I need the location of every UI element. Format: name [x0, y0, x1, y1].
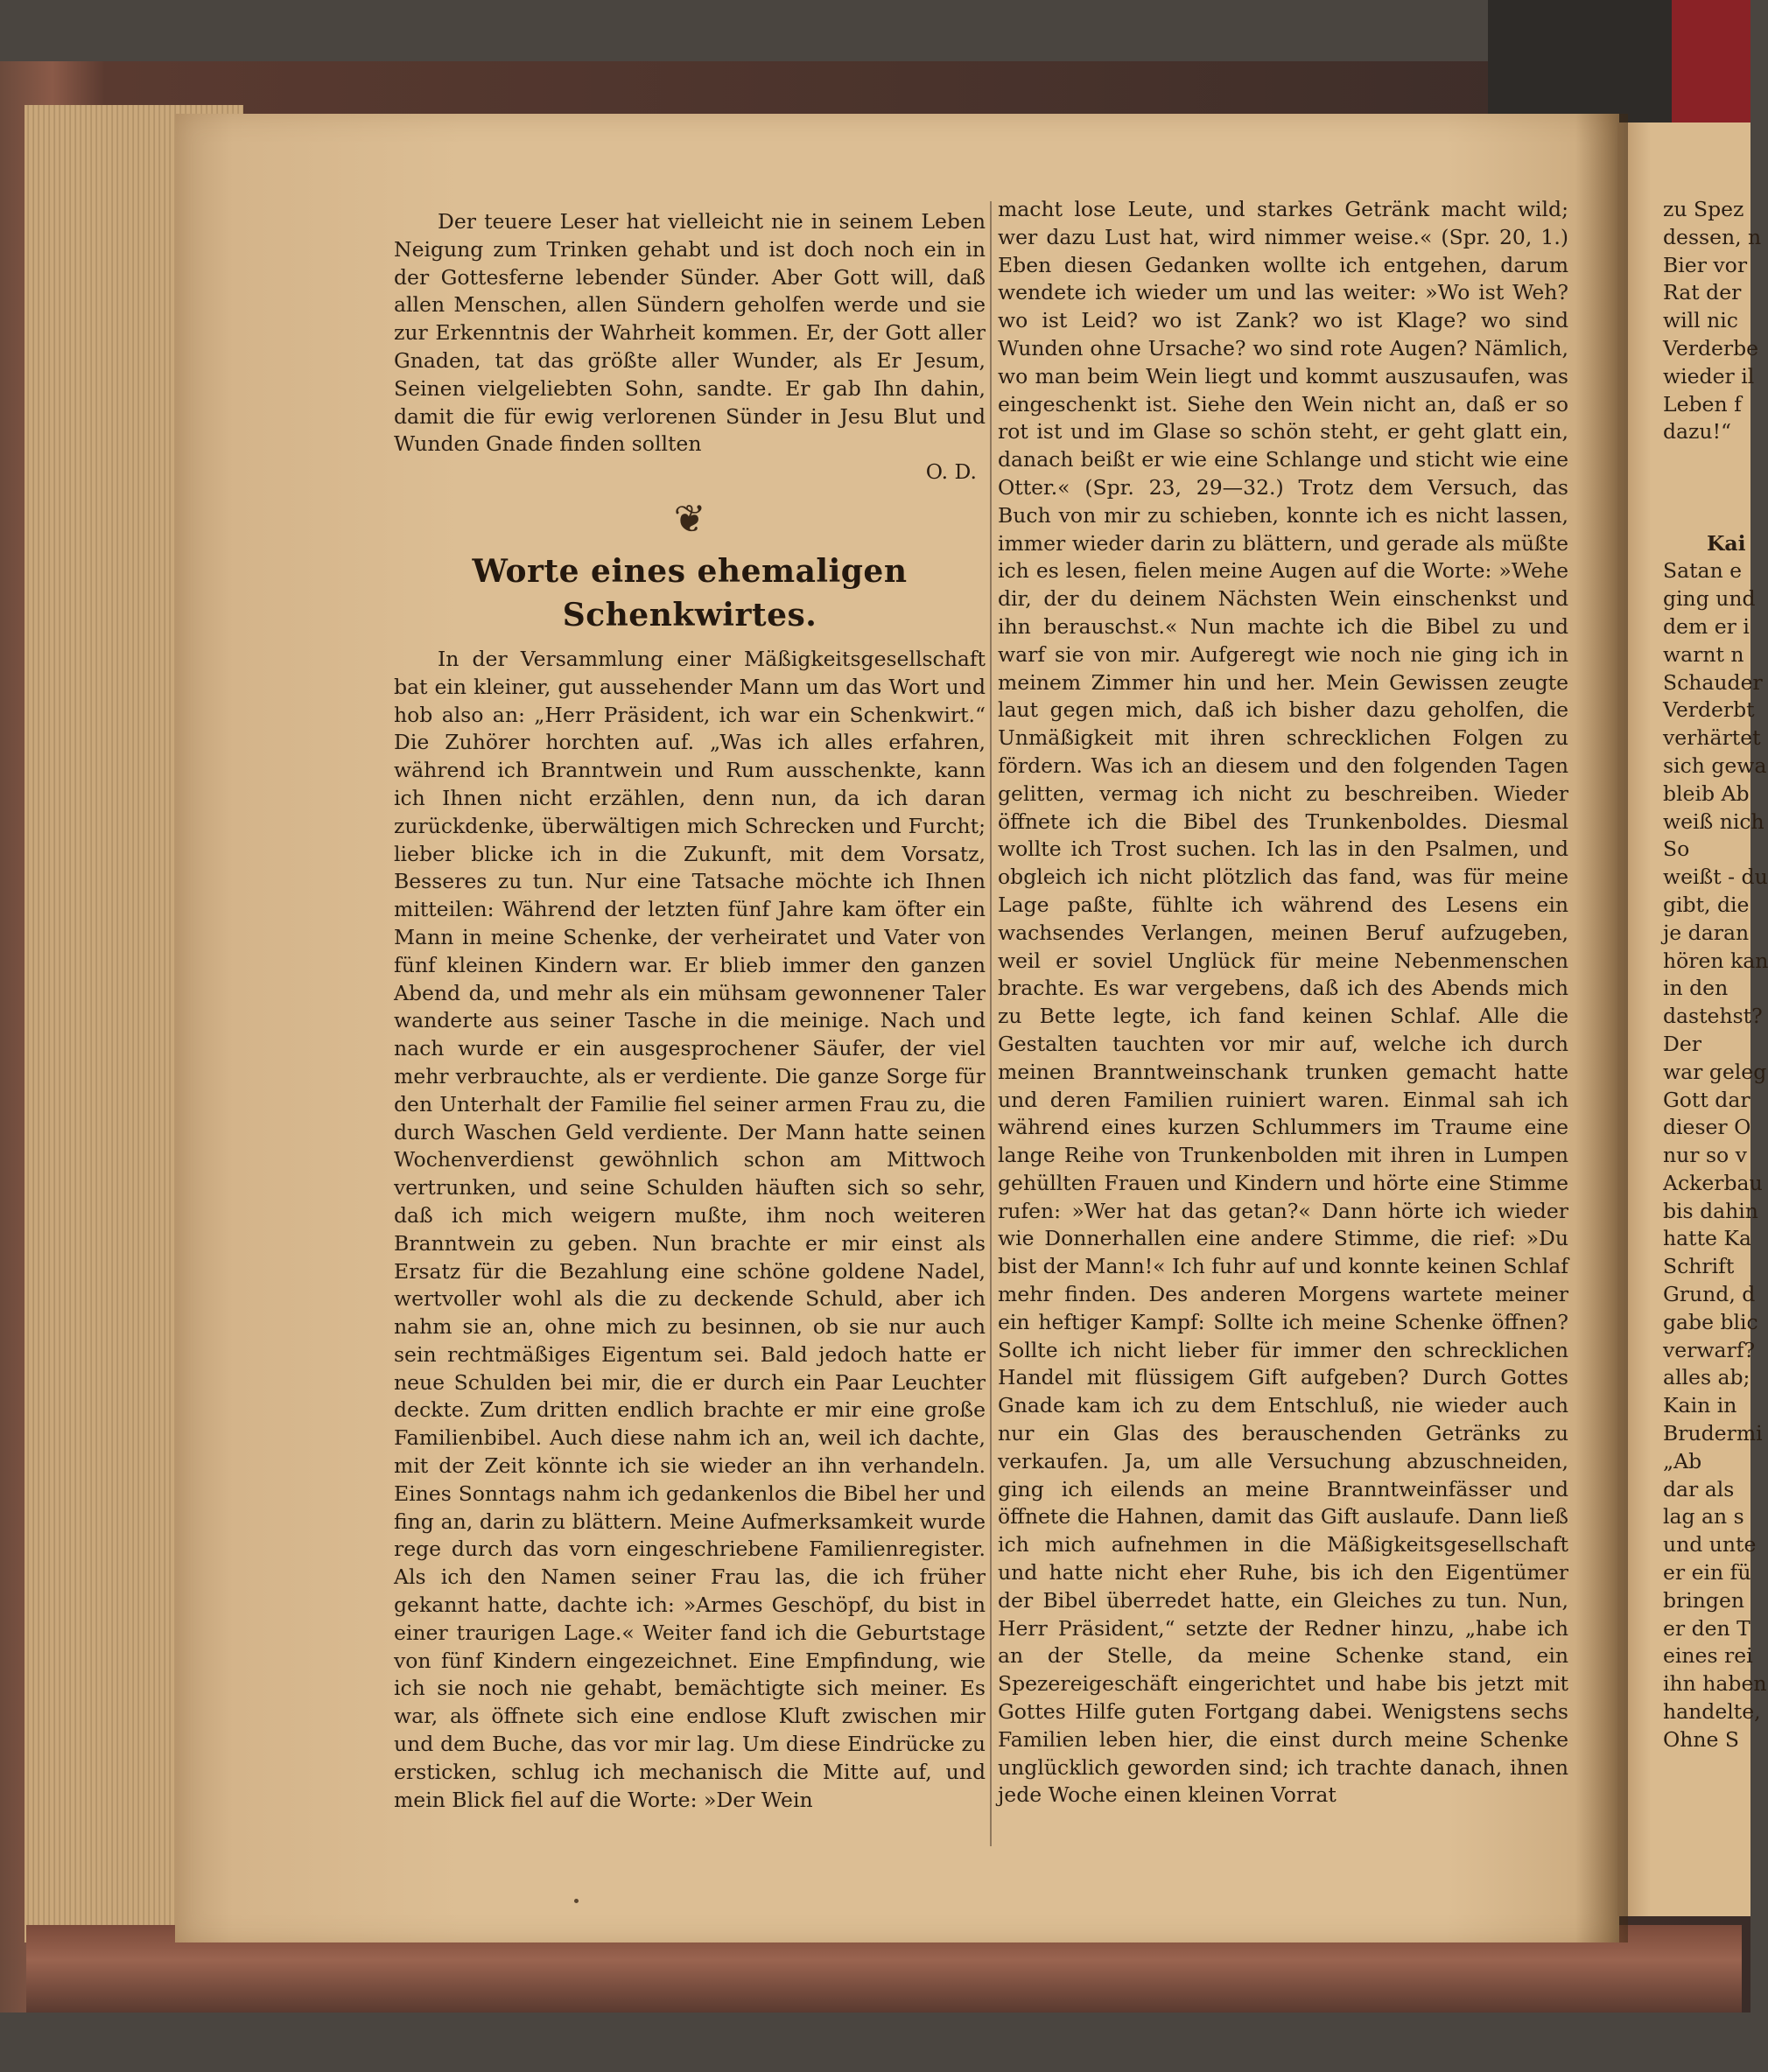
fragment-line: Grund, d	[1663, 1282, 1756, 1307]
fragment-line: Gott dar	[1663, 1087, 1750, 1112]
fragment-line: ihn haben	[1663, 1671, 1767, 1697]
fragment-line: weißt - du	[1663, 864, 1768, 890]
fragment-line: wieder il	[1663, 363, 1755, 388]
fragment-line: dar als	[1663, 1476, 1735, 1502]
fragment-line: Verderbe	[1663, 335, 1759, 360]
fragment-line: Ackerbau	[1663, 1170, 1763, 1195]
ink-speck	[574, 1899, 579, 1903]
fragment-line: Brudermi	[1663, 1421, 1763, 1446]
fragment-line: Kai	[1707, 530, 1746, 556]
fragment-line: Der	[1663, 1031, 1701, 1056]
ornament-icon: ❦	[673, 496, 706, 542]
fragment-line: Ohne S	[1663, 1726, 1740, 1752]
fragment-line: weiß nich	[1663, 808, 1764, 834]
left-column	[394, 208, 986, 1814]
background-strip	[1488, 0, 1750, 122]
fragment-line: war geleg	[1663, 1059, 1767, 1084]
fragment-line	[1663, 446, 1750, 474]
fragment-line: dieser O	[1663, 1115, 1751, 1140]
fragment-line: bis dahin	[1663, 1198, 1758, 1223]
fragment-line: verwarf?	[1663, 1337, 1756, 1362]
fragment-line: dem er i	[1663, 613, 1750, 639]
middle-paragraph: macht lose Leute, und starkes Getränk macht wild; wer dazu Lust hat, wird nimmer weise.« (Spr. 20, 1.) Eben diesen Gedanken wollte ich entgehen, darum wendete ich wieder um und las weiter: »Wo ist Weh? wo ist Leid? wo ist Zank? wo ist Klage? wo sind Wunden ohne Ursache? wo sind rote Augen? Nämlich, wo man beim Wein liegt und kommt auszusaufen, was eingeschenkt ist. Siehe den Wein nicht an, daß er so rot ist und im Glase so schön steht, er geht glatt ein, danach beißt er wie eine Schlange und sticht wie eine Otter.« (Spr. 23, 29—32.) Trotz dem Versuch, das Buch von mir zu schieben, konnte ich es nicht lassen, immer wieder darin zu blättern, und gerade als müßte ich es lesen, fielen meine Augen auf die Worte: »Wehe dir, der du deinem Nächsten Wein einschenkst und ihn berauschst.« Nun machte ich die Bibel zu und warf sie von mir. Aufgeregt wie noch nie ging ich in meinem Zimmer hin und her. Mein Gewissen zeugte laut gegen mich, daß ich bisher dazu geholfen, die Unmäßigkeit mit ihren schrecklichen Folgen zu fördern. Was ich an diesem und den folgenden Tagen gelitten, vermag ich nicht zu beschreiben. Wieder öffnete ich die Bibel des Trunkenboldes. Diesmal wollte ich Trost suchen. Ich las in den Psalmen, und obgleich ich nicht plötzlich das fand, was für meine Lage paßte, fühlte ich während des Lesens ein wachsendes Verlangen, meinen Beruf aufzugeben, weil er soviel Unglück für meine Nebenmenschen brachte. Es war vergebens, daß ich des Abends mich zu Bette legte, ich fand keinen Schlaf. Alle die Gestalten tauchten vor mir auf, welche ich durch meinen Branntweinschank trunken gemacht hatte und deren Familien ruiniert waren. Einmal sah ich während eines kurzen Schlummers im Traume eine lange Reihe von Trunkenbolden mit ihren in Lumpen gehüllten Frauen und Kindern und hörte eine Stimme rufen: »Wer hat das getan?« Dann hörte ich wieder wie Donnerhallen eine andere Stimme, die rief: »Du bist der Mann!« Ich fuhr auf und konnte keinen Schlaf mehr finden. Des anderen Morgens wartete meiner ein heftiger Kampf: Sollte ich meine Schenke öffnen? Sollte ich nicht lieber für immer den schrecklichen Handel mit flüssigem Gift aufgeben? Durch Gottes Gnade kam ich zu dem Entschluß, nie wieder auch nur ein Glas des berauschenden Getränks zu verkaufen. Ja, um alle Versuchung abzuschneiden, ging ich eilends an meine Branntweinfässer und öffnete die Hahnen, damit das Gift auslaufe. Dann ließ ich mich aufnehmen in die Mäßigkeitsgesellschaft und hatte nicht eher Ruhe, bis ich den Eigentümer der Bibel überredet hatte, ein Gleiches zu tun. Nun, Herr Präsident,“ setzte der Redner hinzu, „habe ich an der Stelle, da meine Schenke stand, ein Spezereigeschäft eingerichtet und habe bis jetzt mit Gottes Hilfe guten Fortgang dabei. Wenigstens sechs Familien leben hier, die einst durch meine Schenke unglücklich geworden sind; ich trachte danach, ihnen jede Woche einen kleinen Vorrat	[998, 197, 1568, 1808]
article-headline: Worte eines ehemaligen Schenkwirtes.	[472, 552, 908, 634]
fragment-line: Verderbt	[1663, 697, 1755, 723]
column-rule	[990, 201, 992, 1846]
fragment-line: er ein fü	[1663, 1560, 1751, 1586]
fragment-line: Rat der	[1663, 280, 1742, 305]
fragment-line: ging und	[1663, 586, 1756, 612]
fragment-line: warnt n	[1663, 641, 1744, 667]
fragment-line: gabe blic	[1663, 1309, 1758, 1334]
fragment-line	[1663, 474, 1750, 502]
fragment-line: Schauder	[1663, 669, 1763, 695]
fragment-line: eines rei	[1663, 1643, 1753, 1669]
fragment-line: nur so v	[1663, 1143, 1747, 1168]
page-gutter	[1575, 114, 1628, 1942]
fragment-line	[1663, 502, 1750, 530]
fragment-line: dessen, n	[1663, 224, 1762, 249]
fragment-line: bleib Ab	[1663, 780, 1750, 806]
fragment-line: dazu!“	[1663, 419, 1732, 444]
fragment-line: hören kan	[1663, 948, 1768, 973]
article-paragraph: In der Versammlung einer Mäßigkeitsgesellschaft bat ein kleiner, gut aussehender Mann um das Wort und hob also an: „Herr Präsident, ich war ein Schenkwirt.“ Die Zuhörer horchten auf. „Was ich alles erfahren, während ich Branntwein und Rum ausschenkte, kann ich Ihnen nicht erzählen, denn nun, da ich daran zurückdenke, überwältigen mich Schrecken und Furcht; lieber blicke ich in die Zukunft, mit dem Vorsatz, Besseres zu tun. Nur eine Tatsache möchte ich Ihnen mitteilen: Während der letzten fünf Jahre kam öfter ein Mann in meine Schenke, der verheiratet und Vater von fünf kleinen Kindern war. Er blieb immer den ganzen Abend da, und mehr als ein mühsam gewonnener Taler wanderte aus seiner Tasche in die meinige. Nach und nach wurde er ein ausgesprochener Säufer, der viel mehr verbrauchte, als er verdiente. Die ganze Sorge für den Unterhalt der Familie fiel seiner armen Frau zu, die durch Waschen Geld verdiente. Der Mann hatte seinen Wochenverdienst gewöhnlich schon am Mittwoch vertrunken, und seine Schulden häuften sich so sehr, daß ich mich weigern mußte, ihm noch weiteren Branntwein zu geben. Nun brachte er mir einst als Ersatz für die Bezahlung eine schöne goldene Nadel, wertvoller wohl als die zu deckende Schuld, aber ich nahm sie an, ohne mich zu besinnen, ob sie nur auch sein rechtmäßiges Eigentum sei. Bald jedoch hatte er neue Schulden bei mir, die er durch ein Paar Leuchter deckte. Zum dritten endlich brachte er mir eine große Familienbibel. Auch diese nahm ich an, weil ich dachte, mit der Zeit könnte ich sie wieder an ihn verhandeln. Eines Sonntags nahm ich gedankenlos die Bibel her und fing an, darin zu blättern. Meine Aufmerksamkeit wurde rege durch das vorn eingeschriebene Familienregister. Als ich den Namen seiner Frau las, die ich früher gekannt hatte, dachte ich: »Armes Geschöpf, du bist in einer traurigen Lage.« Weiter fand ich die Geburtstage von fünf Kindern eingezeichnet. Eine Empfindung, wie ich sie noch nie gehabt, bemächtigte sich meiner. Es war, als öffnete sich eine endlose Kluft zwischen mir und dem Buche, das vor mir lag. Um diese Eindrücke zu ersticken, schlug ich mechanisch die Mitte auf, und mein Blick fiel auf die Worte: »Der Wein	[394, 646, 986, 1812]
fragment-line: lag an s	[1663, 1504, 1744, 1530]
fragment-line: und unte	[1663, 1532, 1757, 1558]
fragment-line: Leben f	[1663, 391, 1742, 416]
red-edge	[1672, 0, 1750, 122]
fragment-line: verhärtet	[1663, 725, 1761, 751]
fragment-line: alles ab;	[1663, 1365, 1750, 1390]
fragment-line: je daran	[1663, 920, 1750, 945]
fragment-line: will nic	[1663, 308, 1738, 333]
fragment-line: handelte,	[1663, 1699, 1761, 1725]
signature: O. D.	[925, 459, 977, 485]
fragment-line: er den T	[1663, 1615, 1750, 1641]
fragment-line: Schrift	[1663, 1254, 1735, 1279]
right-column-fragment	[1663, 196, 1768, 1754]
fragment-line: So	[1663, 836, 1690, 862]
intro-paragraph: Der teuere Leser hat vielleicht nie in seinem Leben Neigung zum Trinken gehabt und ist doch noch ein in der Gottesferne lebender Sünder. Aber Gott will, daß allen Menschen, allen Sündern geholfen werde und sie zur Erkenntnis der Wahrheit kommen. Er, der Gott aller Gnaden, tat das größte aller Wunder, als Er Jesum, Seinen vielgeliebten Sohn, sandte. Er gab Ihn dahin, damit die für ewig verlorenen Sünder in Jesu Blut und Wunden Gnade finden sollten	[394, 209, 986, 457]
fragment-line: Kain in	[1663, 1393, 1737, 1418]
middle-column	[998, 196, 1568, 1810]
fragment-line: „Ab	[1663, 1448, 1702, 1474]
fragment-line: in den	[1663, 976, 1729, 1001]
fragment-line: Satan e	[1663, 558, 1743, 584]
fragment-line: dastehst?	[1663, 1004, 1763, 1029]
fragment-line: hatte Ka	[1663, 1226, 1751, 1251]
fragment-line: zu Spez	[1663, 197, 1744, 221]
fragment-line: Bier vor	[1663, 252, 1748, 277]
fragment-line: bringen	[1663, 1587, 1745, 1613]
fragment-line: sich gewa	[1663, 752, 1767, 778]
fragment-line: gibt, die	[1663, 892, 1750, 917]
